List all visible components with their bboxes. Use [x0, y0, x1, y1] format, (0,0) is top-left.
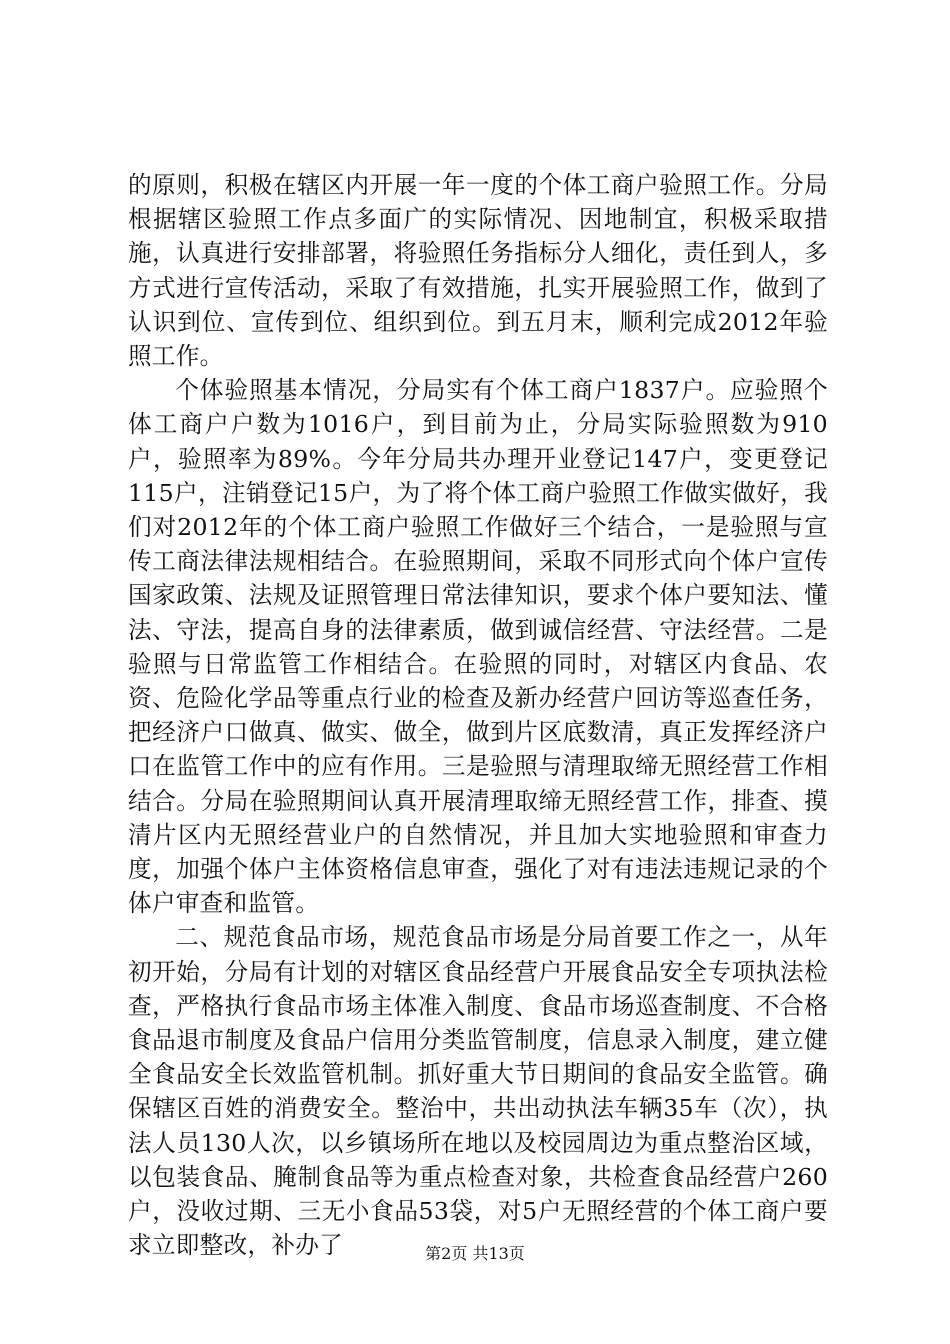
paragraph-food-market: 二、规范食品市场，规范食品市场是分局首要工作之一，从年初开始，分局有计划的对辖区食品经营户开展食品安全专项执法检查，严格执行食品市场主体准入制度、食品市场巡查制度、不合格食品退市制度及食品户信用分类监管制度，信息录入制度，建立健全食品安全长效监管机制。抓好重大节日期间的食品安全监管。确保辖区百姓的消费安全。整治中，共出动执法车辆35车（次），执法人员130人次，以乡镇场所在地以及校园周边为重点整治区域，以包装食品、腌制食品等为重点检查对象，共检查食品经营户260户，没收过期、三无小食品53袋，对5户无照经营的个体工商户要求立即整改，补办了 — [128, 923, 828, 1260]
paragraph-verification-principle: 的原则，积极在辖区内开展一年一度的个体工商户验照工作。分局根据辖区验照工作点多面广的实际情况、因地制宜，积极采取措施，认真进行安排部署，将验照任务指标分人细化，责任到人，多方式进行宣传活动，采取了有效措施，扎实开展验照工作，做到了认识到位、宣传到位、组织到位。到五月末，顺利完成2012年验照工作。 — [128, 171, 828, 371]
paragraph-verification-status: 个体验照基本情况，分局实有个体工商户1837户。应验照个体工商户户数为1016户，到目前为止，分局实际验照数为910户，验照率为89%。今年分局共办理开业登记147户，变更登记115户，注销登记15户，为了将个体工商户验照工作做实做好，我们对2012年的个体工商户验照工作做好三个结合，一是验照与宣传工商法律法规相结合。在验照期间，采取不同形式向个体户宣传国家政策、法规及证照管理日常法律知识，要求个体户要知法、懂法、守法，提高自身的法律素质，做到诚信经营、守法经营。二是验照与日常监管工作相结合。在验照的同时，对辖区内食品、农资、危险化学品等重点行业的检查及新办经营户回访等巡查任务，把经济户口做真、做实、做全，做到片区底数清，真正发挥经济户口在监管工作中的应有作用。三是验照与清理取缔无照经营工作相结合。分局在验照期间认真开展清理取缔无照经营工作，排查、摸清片区内无照经营业户的自然情况，并且加大实地验照和审查力度，加强个体户主体资格信息审查，强化了对有违法违规记录的个体户审查和监管。 — [128, 376, 828, 918]
page-number-footer: 第2页 共13页 — [425, 1244, 525, 1263]
document-body — [128, 168, 828, 1263]
